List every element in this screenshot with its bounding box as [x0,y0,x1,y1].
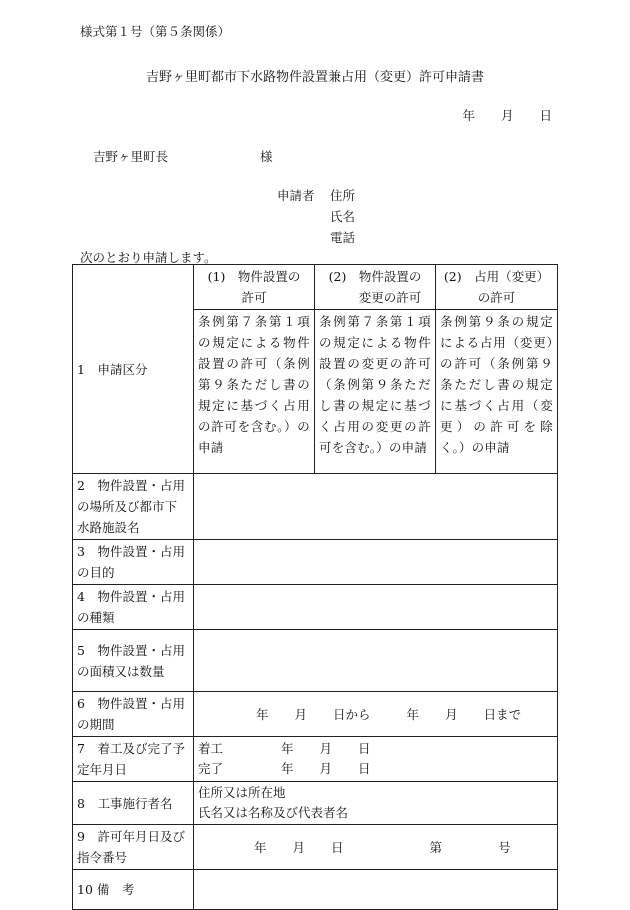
schedule-start-label: 着工 [198,741,224,756]
period-month: 月 [294,706,308,722]
option-3-head-line1: (2) 占用（変更） [443,269,550,284]
application-table [72,264,558,910]
applicant-phone-label: 電話 [330,230,356,245]
applicant-address-label: 住所 [330,188,356,203]
schedule-start-row [198,739,553,759]
permit-go: 号 [498,839,511,855]
option-3-head-line2: の許可 [477,290,516,305]
permit-label: 9 許可年月日及び指令番号 [73,825,194,870]
location-field[interactable] [194,474,558,540]
contractor-label: 8 工事施行者名 [73,782,194,825]
option-1-head-line1: (1) 物件設置の [207,269,301,284]
applicant-name-label: 氏名 [330,209,356,224]
location-label: 2 物件設置・占用の場所及び都市下水路施設名 [73,474,194,540]
permit-no: 第 [429,839,443,855]
category-option-3-head [436,265,558,310]
date-month: 月 [500,108,514,123]
period-month2: 月 [445,706,458,722]
addressee-honorific: 様 [260,149,273,164]
intro-text: 次のとおり申請します。 [80,250,217,265]
schedule-start-day: 日 [358,741,371,756]
category-label: 1 申請区分 [73,265,194,474]
permit-field[interactable] [194,825,558,870]
purpose-field[interactable] [194,540,558,585]
schedule-end-month: 月 [319,761,333,776]
area-field[interactable] [194,630,558,692]
applicant-label: 申請者 [277,188,315,203]
period-label: 6 物件設置・占用の期間 [73,692,194,737]
period-year2: 年 [406,706,420,722]
form-number: 様式第１号（第５条関係） [80,24,231,39]
option-1-head-line2: 許可 [241,290,267,305]
document-title: 吉野ヶ里町都市下水路物件設置兼占用（変更）許可申請書 [145,70,484,85]
schedule-start-month: 月 [319,741,333,756]
remarks-label: 10 備 考 [73,870,194,910]
contractor-field[interactable] [194,782,558,825]
schedule-end-day: 日 [358,761,371,776]
kind-field[interactable] [194,585,558,630]
category-option-1-desc: 条例第７条第１項の規定による物件設置の許可（条例第９条ただし書の規定に基づく占用の許可を含む。）の申請 [194,310,315,474]
date-day: 日 [539,108,552,123]
period-to: 日まで [483,706,522,722]
schedule-start-year: 年 [281,741,294,756]
period-field[interactable] [194,692,558,737]
contractor-name-label: 氏名又は名称及び代表者名 [198,805,349,820]
addressee: 吉野ヶ里町長 [93,149,169,164]
schedule-end-label: 完了 [198,761,224,776]
schedule-field[interactable] [194,737,558,782]
period-from: 日から [333,706,371,722]
permit-year: 年 [254,839,267,855]
category-option-2-desc: 条例第７条第１項の規定による物件設置の変更の許可（条例第９条ただし書の規定に基づく占用の変更の許可を含む。）の申請 [315,310,436,474]
option-2-head-line2: 変更の許可 [358,290,422,305]
category-option-2-head [315,265,436,310]
permit-month: 月 [292,839,306,855]
schedule-label: 7 着工及び完了予定年月日 [73,737,194,782]
schedule-end-row [198,759,553,779]
application-date [462,106,552,124]
category-option-1-head [194,265,315,310]
category-option-3-desc: 条例第９条の規定による占用（変更）の許可（条例第９条ただし書の規定に基づく占用（変更）の許可を除く。）の申請 [436,310,558,474]
purpose-label: 3 物件設置・占用の目的 [73,540,194,585]
contractor-address-label: 住所又は所在地 [198,785,286,800]
remarks-field[interactable] [194,870,558,910]
schedule-end-year: 年 [281,761,294,776]
option-2-head-line1: (2) 物件設置の [328,269,422,284]
area-label: 5 物件設置・占用の面積又は数量 [73,630,194,692]
kind-label: 4 物件設置・占用の種類 [73,585,194,630]
date-year: 年 [462,108,475,123]
period-year: 年 [256,706,269,722]
permit-day: 日 [331,839,344,855]
